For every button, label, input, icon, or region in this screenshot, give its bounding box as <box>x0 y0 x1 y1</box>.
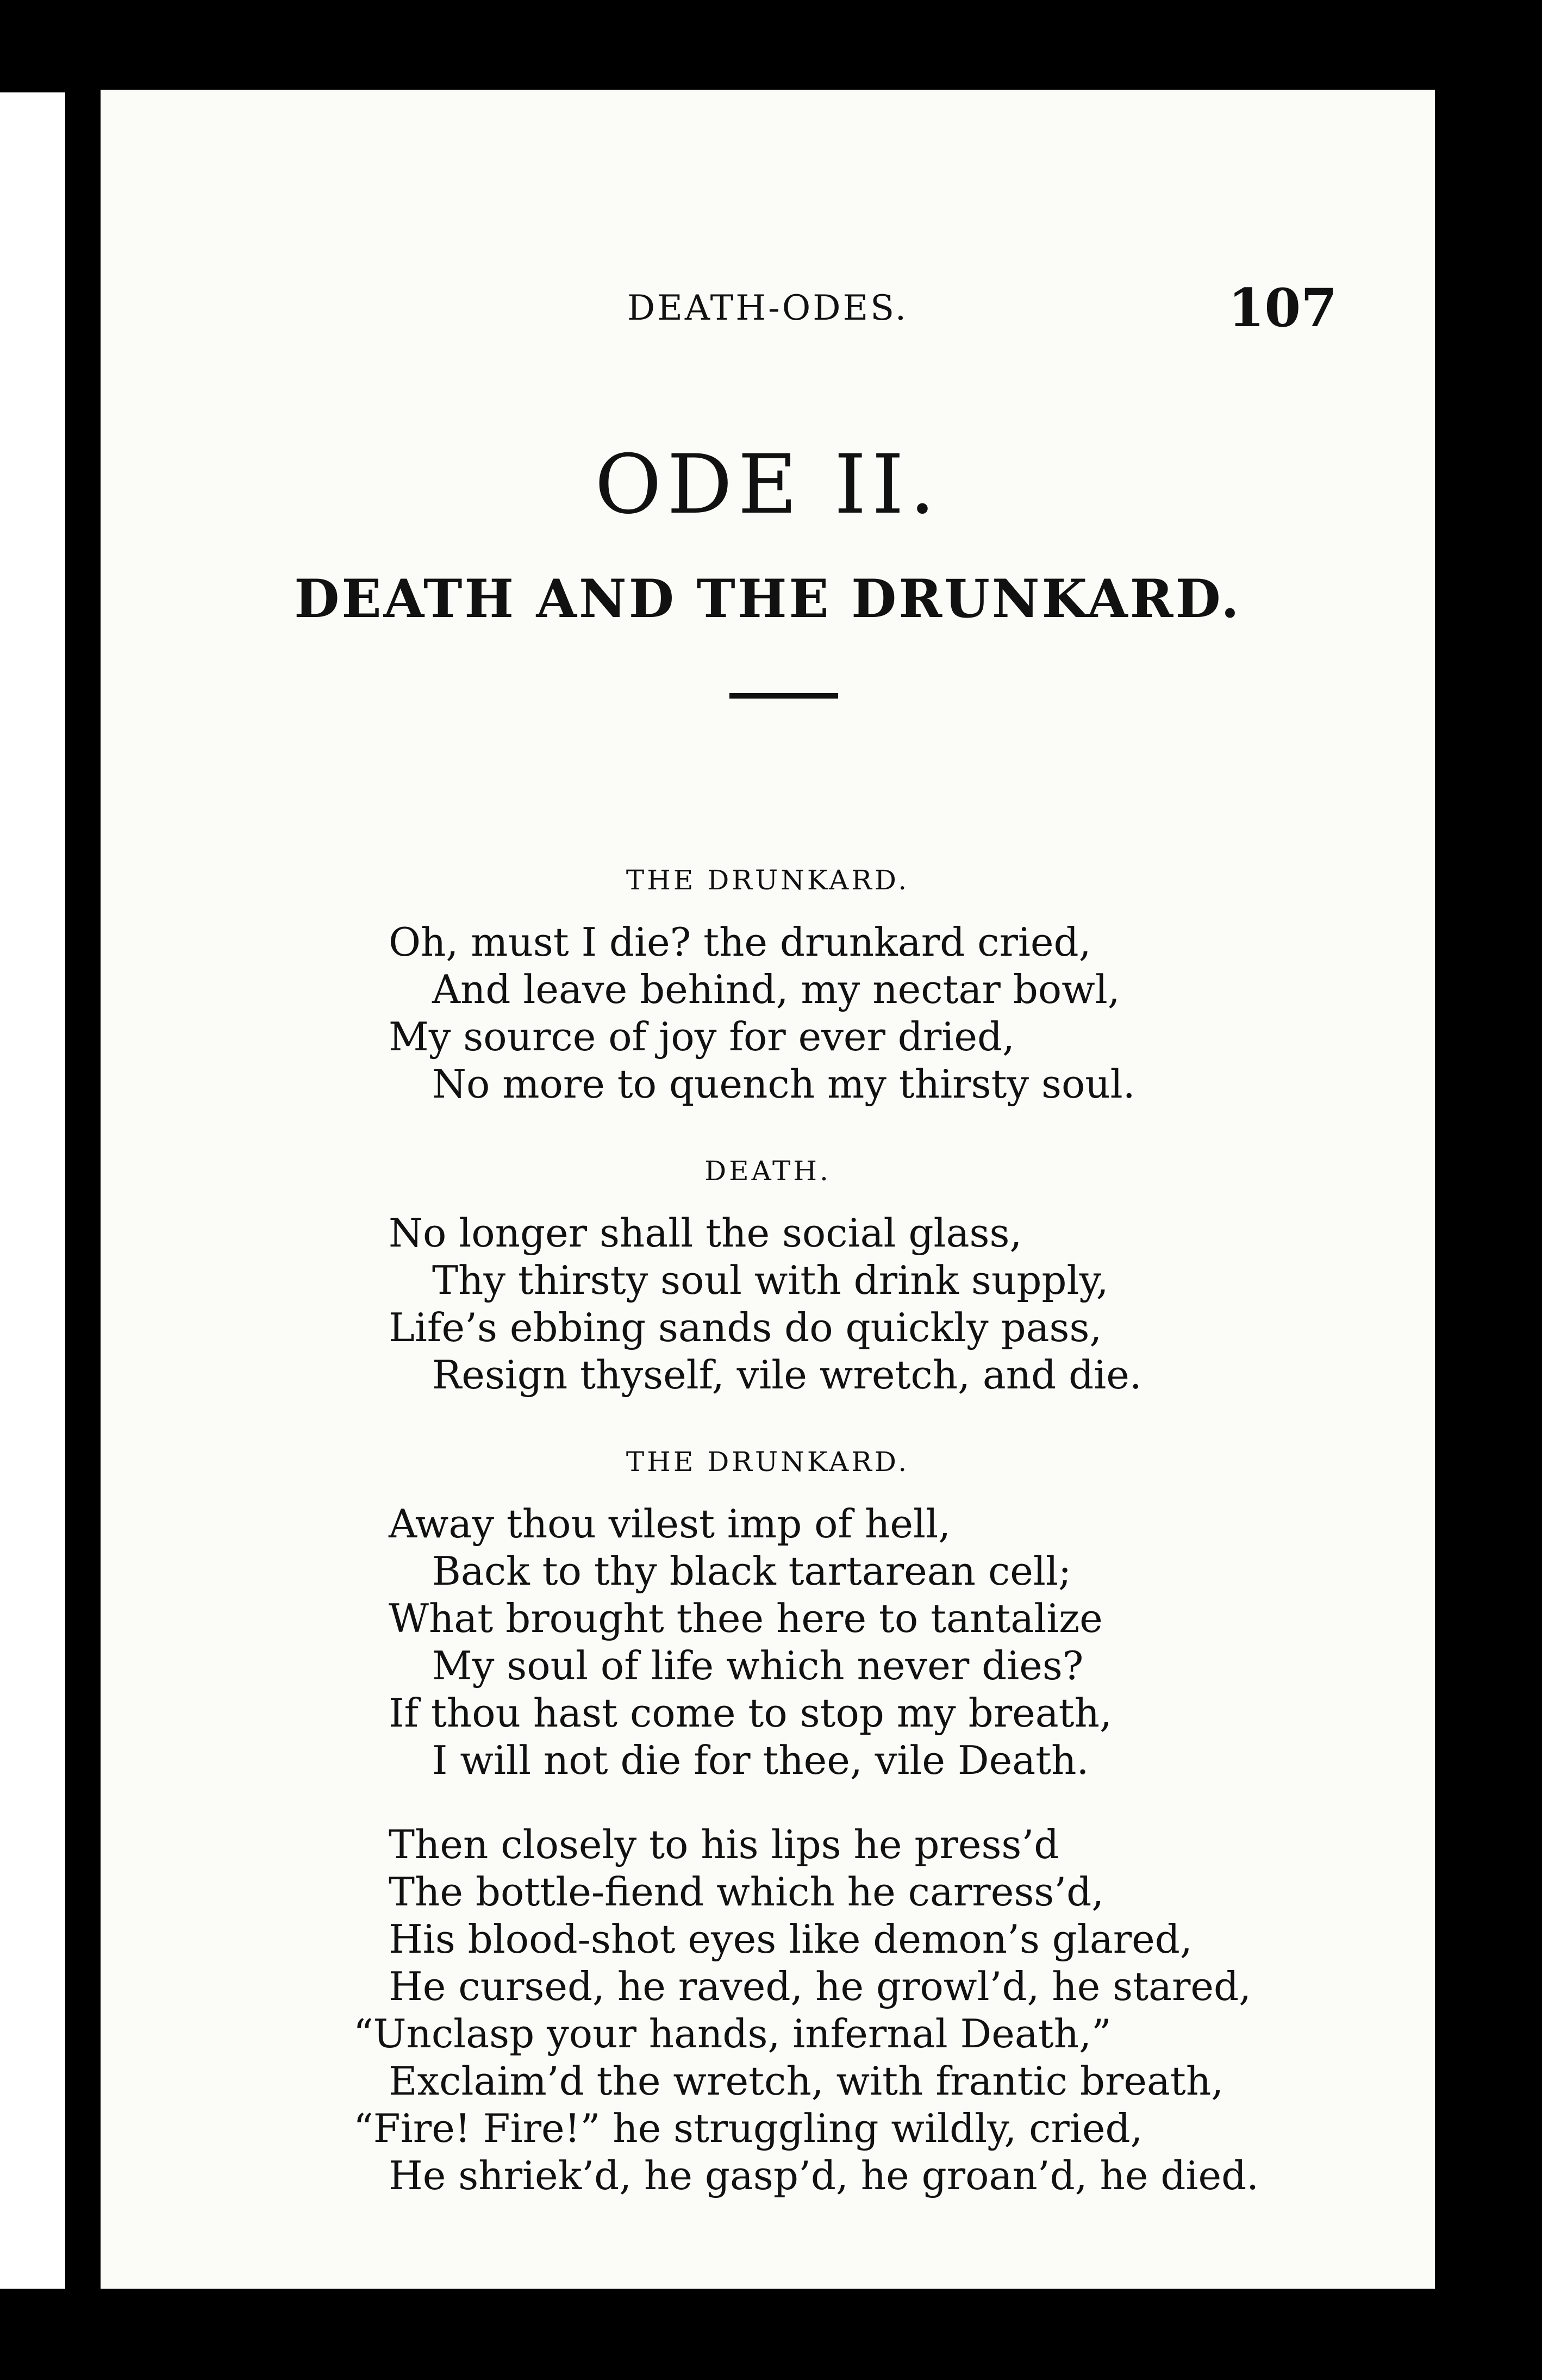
verse-line: No longer shall the social glass, <box>389 1210 1022 1256</box>
verse-line: “Fire! Fire!” he struggling wildly, cried, <box>353 2105 1143 2151</box>
title-rule <box>729 693 838 699</box>
verse-line: “Unclasp your hands, infernal Death,” <box>353 2011 1112 2057</box>
verse-line: Resign thyself, vile wretch, and die. <box>432 1352 1142 1398</box>
verse-line: He shriek’d, he gasp’d, he groan’d, he died. <box>389 2153 1259 2198</box>
speaker-heading: THE DRUNKARD. <box>626 1446 910 1478</box>
stanza <box>389 919 1135 1108</box>
running-title: DEATH-ODES. <box>627 288 909 328</box>
ode-title: DEATH AND THE DRUNKARD. <box>294 568 1241 630</box>
page-number: 107 <box>1228 277 1337 339</box>
verse-line: Life’s ebbing sands do quickly pass, <box>389 1305 1102 1350</box>
ode-number: ODE II. <box>595 438 941 532</box>
verse-line: If thou hast come to stop my breath, <box>389 1690 1112 1736</box>
stanza <box>389 1500 1112 1784</box>
verse-line: Away thou vilest imp of hell, <box>389 1501 951 1547</box>
scan-edge <box>0 92 65 2289</box>
verse-line: Back to thy black tartarean cell; <box>432 1548 1072 1594</box>
stanza <box>389 1210 1142 1399</box>
book-page <box>101 90 1435 2289</box>
stanza <box>353 1821 1259 2200</box>
verse-line: Then closely to his lips he press’d <box>389 1822 1059 1867</box>
verse-line: The bottle-fiend which he carress’d, <box>389 1869 1104 1915</box>
verse-line: He cursed, he raved, he growl’d, he stared, <box>389 1964 1251 2009</box>
verse-line: My source of joy for ever dried, <box>389 1014 1015 1060</box>
verse-line: My soul of life which never dies? <box>432 1643 1084 1689</box>
verse-line: No more to quench my thirsty soul. <box>432 1061 1135 1107</box>
verse-line: I will not die for thee, vile Death. <box>432 1737 1089 1783</box>
speaker-heading: THE DRUNKARD. <box>626 864 910 896</box>
verse-line: Oh, must I die? the drunkard cried, <box>389 919 1091 965</box>
speaker-heading: DEATH. <box>704 1155 831 1187</box>
verse-line: And leave behind, my nectar bowl, <box>432 967 1120 1012</box>
verse-line: What brought thee here to tantalize <box>389 1596 1103 1641</box>
verse-line: Thy thirsty soul with drink supply, <box>432 1257 1109 1303</box>
running-head <box>101 277 1435 339</box>
verse-line: His blood-shot eyes like demon’s glared, <box>389 1916 1193 1962</box>
verse-line: Exclaim’d the wretch, with frantic breath, <box>389 2058 1224 2104</box>
